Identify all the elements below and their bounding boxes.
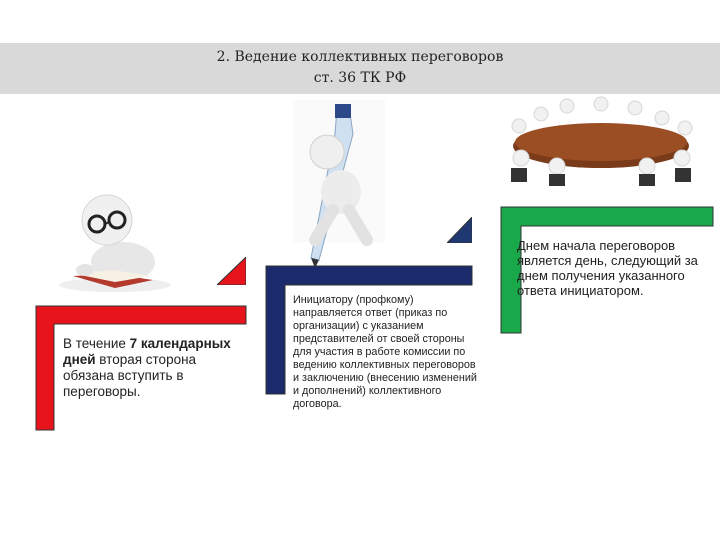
red-corner-triangle xyxy=(217,257,246,285)
step-1-text-end: вторая сторона обязана вступить в переговоры. xyxy=(63,351,197,399)
title-line-2: ст. 36 ТК РФ xyxy=(313,70,407,86)
step-3-text: Днем начала переговоров является день, следующий за днем получения указанного ответа инициатором. xyxy=(517,238,698,299)
person-with-pen-icon xyxy=(293,100,385,270)
title-line-1: 2. Ведение коллективных переговоров xyxy=(216,49,504,65)
blue-corner-triangle xyxy=(447,217,472,243)
step-1-text-start: В течение xyxy=(63,336,130,351)
step-2-text: Инициатору (профкому) направляется ответ (приказ по организации) с указанием представителей от своей стороны для участия в работе комиссии по ведению коллективных переговоров и заключению (внесению изменений и дополнений) коллективного договора. xyxy=(293,294,477,410)
reading-person-icon xyxy=(55,190,175,295)
step-1-days: 7 календарных дней xyxy=(63,336,231,367)
step-1-text xyxy=(63,336,247,400)
round-table-meeting-icon xyxy=(497,96,705,188)
